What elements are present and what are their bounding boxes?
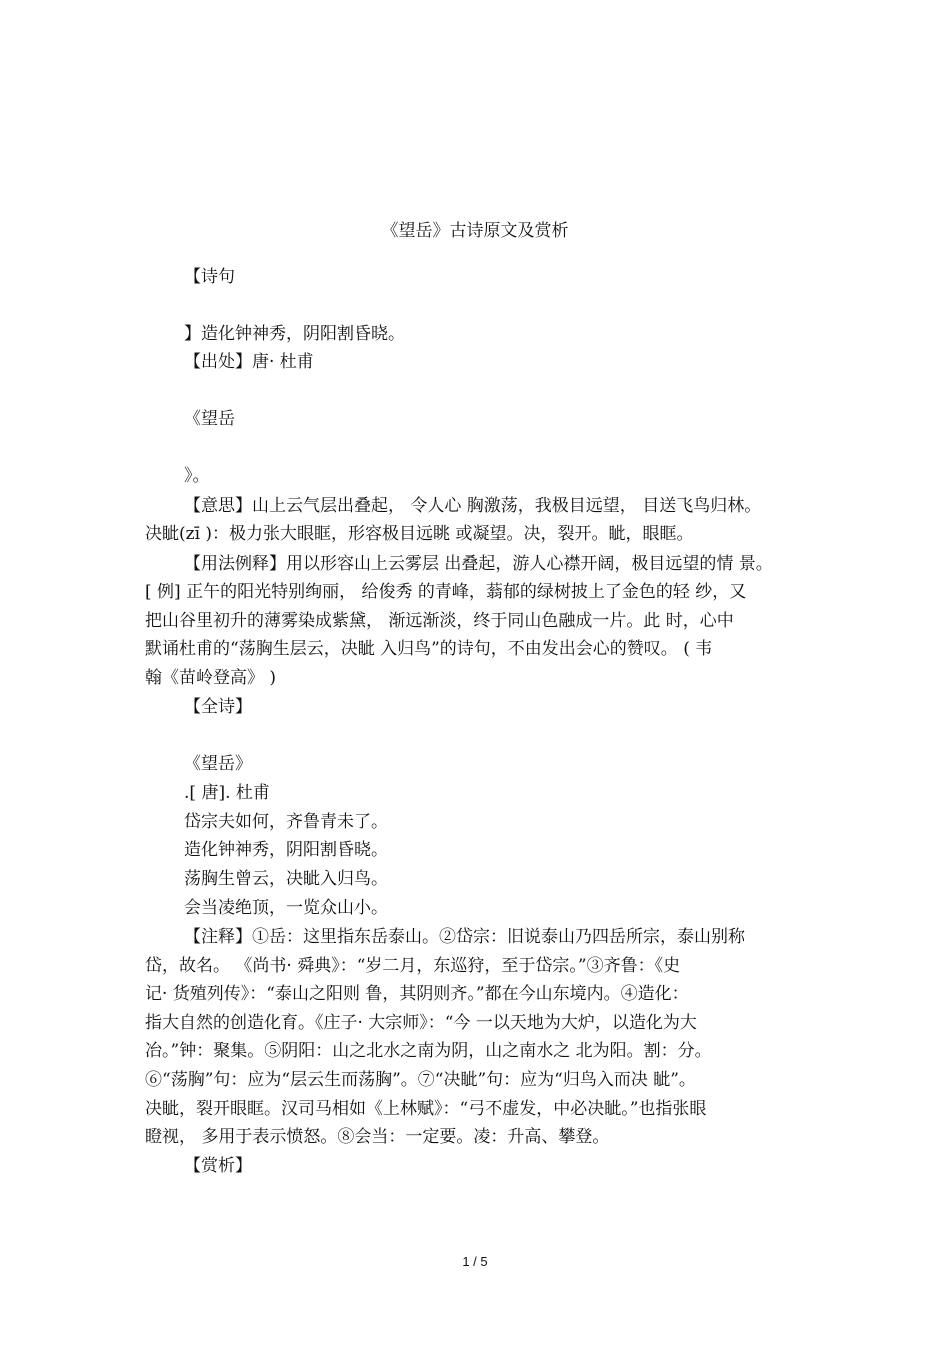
text-line: 《望岳 (184, 409, 235, 429)
text-line: 记· 货殖列传》：“泰山之阳则 鲁，其阴则齐。”都在今山东境内。④造化： (145, 984, 689, 1004)
text-line: 【出处】唐· 杜甫 (184, 352, 314, 372)
text-line: 决眦(zī )：极力张大眼眶，形容极目远眺 或凝望。决，裂开。眦，眼眶。 (145, 524, 694, 544)
text-line: 决眦，裂开眼眶。汉司马相如《上林赋》：“弓不虚发，中必决眦。”也指张眼 (145, 1099, 707, 1119)
text-line: 【用法例释】用以形容山上云雾层 出叠起，游人心襟开阔，极目远望的情 景。 (184, 554, 773, 574)
poem-line: 荡胸生曾云，决眦入归鸟。 (184, 869, 388, 889)
poem-line: 会当凌绝顶，一览众山小。 (184, 898, 388, 918)
text-line: 》。 (184, 466, 210, 486)
poem-title: 《望岳》 (184, 754, 252, 774)
poem-line: 造化钟神秀，阴阳割昏晓。 (184, 840, 388, 860)
text-line: [ 例] 正午的阳光特别绚丽， 给俊秀 的青峰，蓊郁的绿树披上了金色的轻 纱，又 (145, 582, 747, 602)
page-number: 1 / 5 (462, 1254, 488, 1269)
text-line: ⑥“荡胸”句：应为“层云生而荡胸”。⑦“决眦”句：应为“归鸟入而决 眦”。 (145, 1070, 696, 1090)
poem-author: .[ 唐]. 杜甫 (184, 783, 270, 803)
text-line: 瞪视， 多用于表示愤怒。⑧会当：一定要。凌：升高、攀登。 (145, 1127, 610, 1147)
text-line: 默诵杜甫的“荡胸生层云，决眦 入归鸟”的诗句，不由发出会心的赞叹。 ( 韦 (145, 639, 713, 659)
text-line: 【注释】①岳：这里指东岳泰山。②岱宗：旧说泰山乃四岳所宗，泰山别称 (184, 927, 745, 947)
text-line: 翰《苗岭登高》 ) (145, 668, 277, 688)
text-line: 指大自然的创造化育。《庄子· 大宗师》：“今 一以天地为大炉，以造化为大 (145, 1013, 697, 1033)
section-heading-verse: 【诗句 (184, 267, 235, 287)
text-line: 【意思】山上云气层出叠起， 令人心 胸激荡，我极目远望， 目送飞鸟归林。 (184, 496, 762, 516)
text-line: 岱，故名。 《尚书· 舜典》：“岁二月，东巡狩，至于岱宗。”③齐鲁：《史 (145, 956, 681, 976)
document-title: 《望岳》古诗原文及赏析 (381, 221, 569, 241)
text-line: 】造化钟神秀，阴阳割昏晓。 (184, 324, 405, 344)
section-heading-full-poem: 【全诗】 (184, 697, 252, 717)
poem-line: 岱宗夫如何，齐鲁青未了。 (184, 812, 388, 832)
text-line: 冶。”钟：聚集。⑤阴阳：山之北水之南为阴，山之南水之 北为阳。割：分。 (145, 1041, 712, 1061)
text-line: 把山谷里初升的薄雾染成紫黛， 渐远渐淡，终于同山色融成一片。此 时，心中 (145, 611, 734, 631)
section-heading-appreciation: 【赏析】 (184, 1156, 252, 1176)
